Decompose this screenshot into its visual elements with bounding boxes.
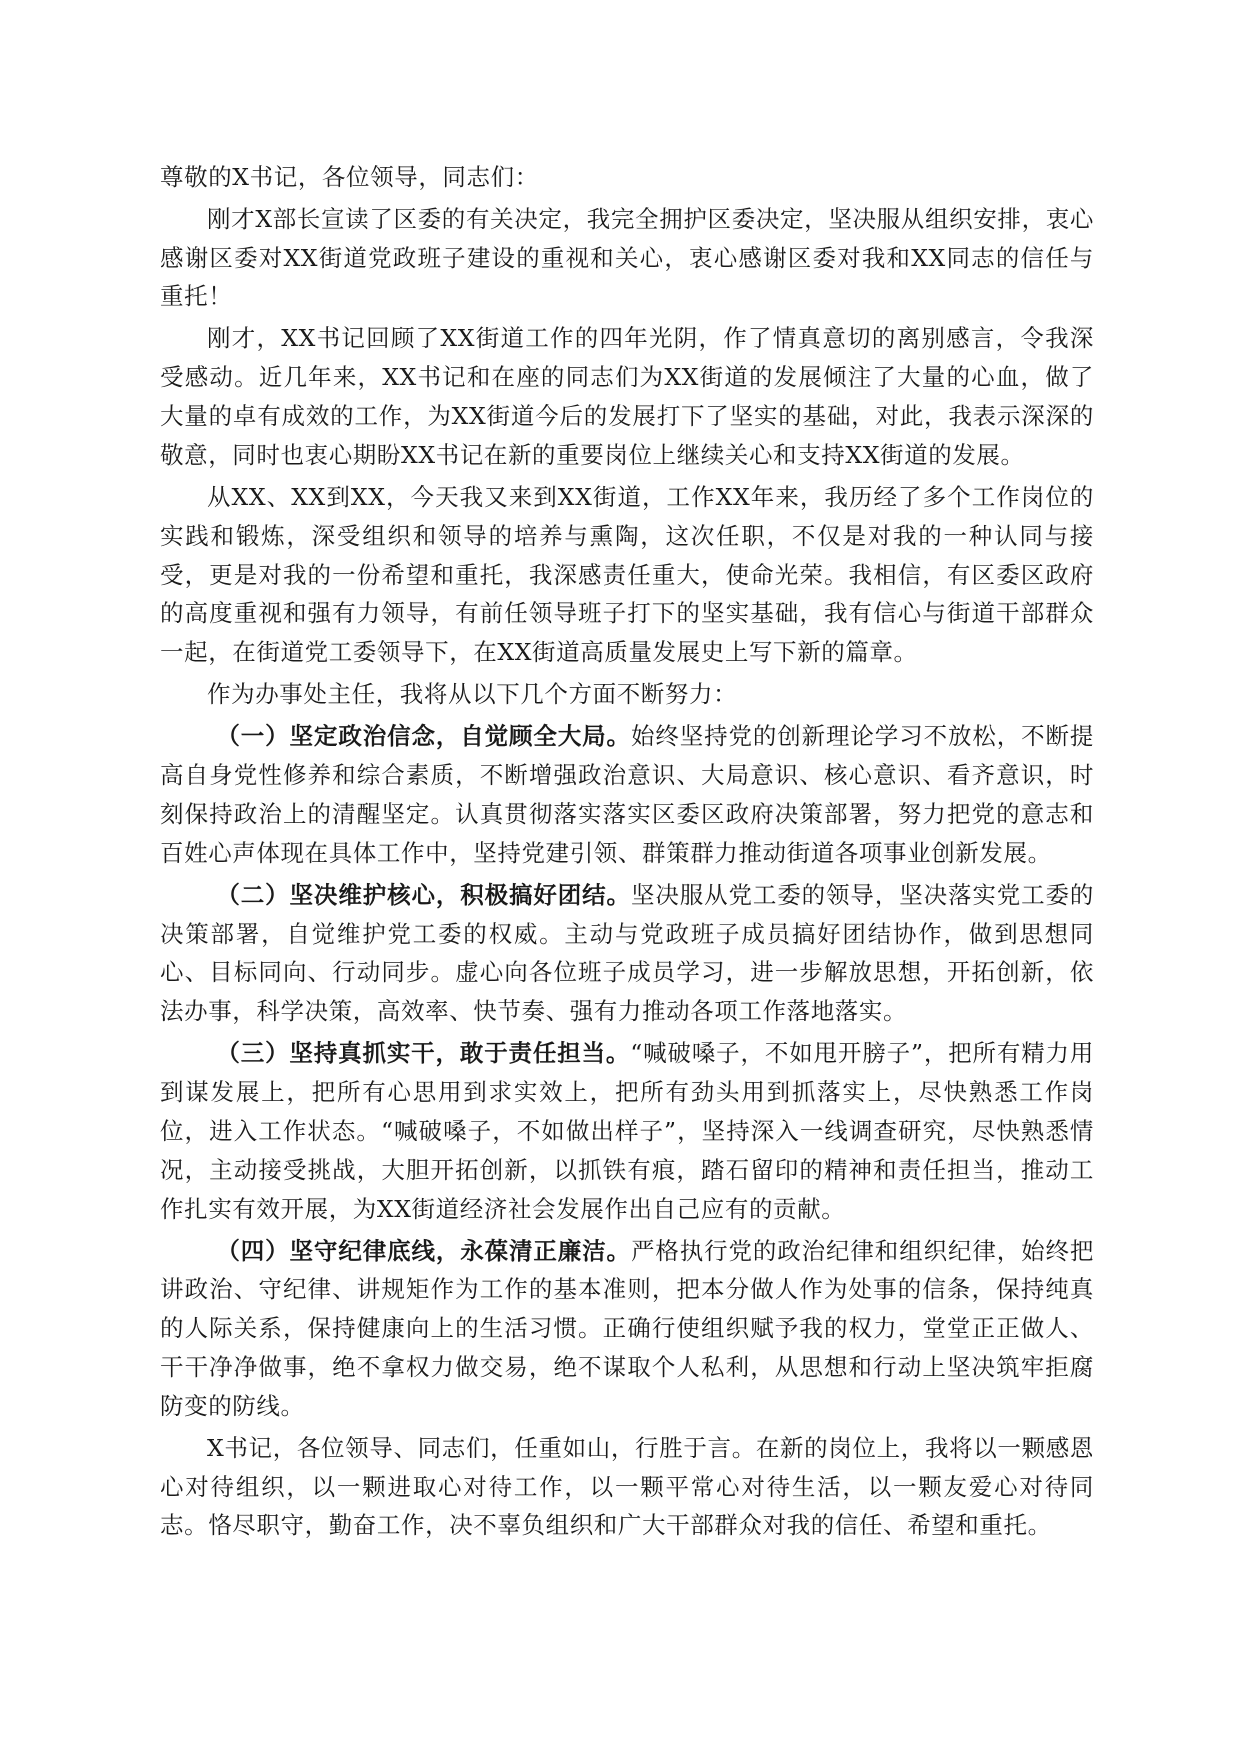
item-3 (160, 1034, 1094, 1228)
item-1-heading: （一）坚定政治信念，自觉顾全大局。 (216, 722, 631, 751)
item-3-heading: （三）坚持真抓实干，敢于责任担当。 (216, 1039, 631, 1068)
item-4-heading: （四）坚守纪律底线，永葆清正廉洁。 (216, 1236, 631, 1265)
item-2-heading: （二）坚决维护核心，积极搞好团结。 (216, 880, 631, 909)
item-2-body: 坚决服从党工委的领导，坚决落实党工委的决策部署，自觉维护党工委的权威。主动与党政班子成员搞好团结协作，做到思想同心、目标同向、行动同步。虚心向各位班子成员学习，进一步解放思想，开拓创新，依法办事，科学决策，高效率、快节奏、强有力推动各项工作落地落实。 (160, 880, 1094, 1026)
paragraph-closing: X书记，各位领导、同志们，任重如山，行胜于言。在新的岗位上，我将以一颗感恩心对待组织，以一颗进取心对待工作，以一颗平常心对待生活，以一颗友爱心对待同志。恪尽职守，勤奋工作，决不辜负组织和广大干部群众对我的信任、希望和重托。 (160, 1433, 1094, 1540)
paragraph-gratitude: 刚才，XX书记回顾了XX街道工作的四年光阴，作了情真意切的离别感言，令我深受感动。近几年来，XX书记和在座的同志们为XX街道的发展倾注了大量的心血，做了大量的卓有成效的工作，为XX街道今后的发展打下了坚实的基础，对此，我表示深深的敬意，同时也衷心期盼XX书记在新的重要岗位上继续关心和支持XX街道的发展。 (160, 324, 1094, 469)
paragraph-intro: 刚才X部长宣读了区委的有关决定，我完全拥护区委决定，坚决服从组织安排，衷心感谢区委对XX街道党政班子建设的重视和关心，衷心感谢区委对我和XX同志的信任与重托！ (160, 204, 1094, 311)
item-1-body: 始终坚持党的创新理论学习不放松，不断提高自身党性修养和综合素质，不断增强政治意识、大局意识、核心意识、看齐意识，时刻保持政治上的清醒坚定。认真贯彻落实落实区委区政府决策部署，努力把党的意志和百姓心声体现在具体工作中，坚持党建引领、群策群力推动街道各项事业创新发展。 (160, 722, 1094, 867)
paragraph-efforts-intro: 作为办事处主任，我将从以下几个方面不断努力： (207, 680, 738, 709)
item-4-body: 严格执行党的政治纪律和组织纪律，始终把讲政治、守纪律、讲规矩作为工作的基本准则，把本分做人作为处事的信条，保持纯真的人际关系，保持健康向上的生活习惯。正确行使组织赋予我的权力，堂堂正正做人、干干净净做事，绝不拿权力做交易，绝不谋取个人私利，从思想和行动上坚决筑牢拒腐防变的防线。 (160, 1236, 1094, 1420)
item-1 (160, 717, 1094, 872)
item-3-body: “喊破嗓子，不如甩开膀子”，把所有精力用到谋发展上，把所有心思用到求实效上，把所有劲头用到抓落实上，尽快熟悉工作岗位，进入工作状态。“喊破嗓子，不如做出样子”，坚持深入一线调查研究，尽快熟悉情况，主动接受挑战，大胆开拓创新，以抓铁有痕，踏石留印的精神和责任担当，推动工作扎实有效开展，为XX街道经济社会发展作出自己应有的贡献。 (160, 1039, 1094, 1223)
item-4 (160, 1232, 1094, 1426)
paragraph-experience: 从XX、XX到XX，今天我又来到XX街道，工作XX年来，我历经了多个工作岗位的实践和锻炼，深受组织和领导的培养与熏陶，这次任职，不仅是对我的一种认同与接受，更是对我的一份希望和重托，我深感责任重大，使命光荣。我相信，有区委区政府的高度重视和强有力领导，有前任领导班子打下的坚实基础，我有信心与街道干部群众一起，在街道党工委领导下，在XX街道高质量发展史上写下新的篇章。 (160, 482, 1094, 667)
item-2 (160, 876, 1094, 1031)
salutation: 尊敬的X书记，各位领导，同志们： (160, 163, 539, 191)
document-page (160, 158, 1094, 1549)
